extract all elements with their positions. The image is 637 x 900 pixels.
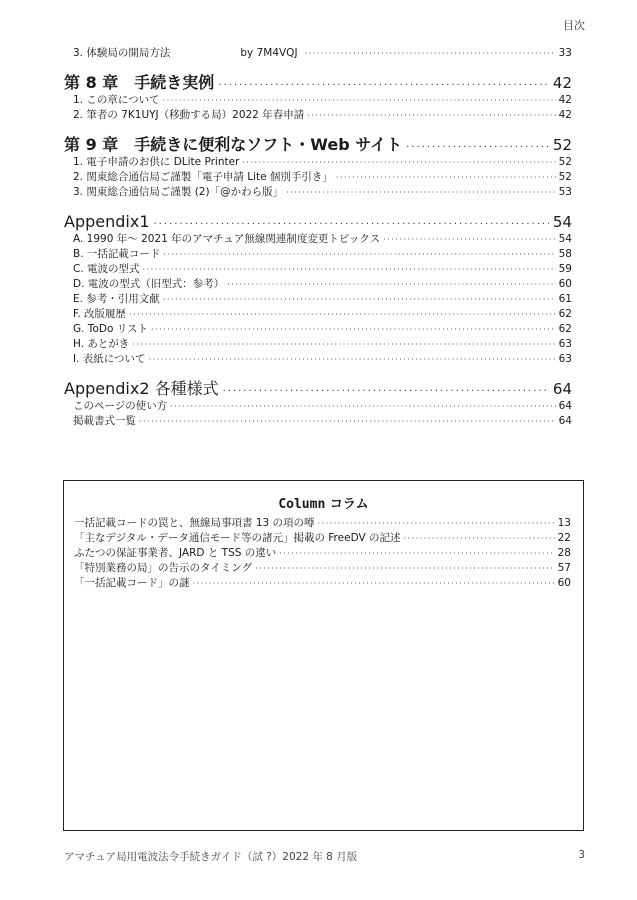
column-title-jp: コラム bbox=[329, 497, 369, 512]
toc-entry[interactable] bbox=[64, 414, 572, 429]
column-entry[interactable] bbox=[74, 531, 571, 546]
toc-entry-page: 58 bbox=[558, 248, 572, 260]
page-footer bbox=[64, 849, 585, 864]
toc-entry-label: 2. 筆者の 7K1UYJ（移動する局）2022 年春申請 bbox=[73, 109, 305, 121]
toc-entry-page: 54 bbox=[558, 233, 572, 245]
toc-entry-label: 1. 電子申請のお供に DLite Printer bbox=[73, 156, 240, 168]
column-title-latin: Column bbox=[278, 497, 326, 512]
dot-leader bbox=[143, 262, 556, 277]
toc-entry-label: I. 表紙について bbox=[73, 353, 146, 365]
dot-leader bbox=[242, 155, 555, 170]
toc-entry-page: 61 bbox=[558, 293, 572, 305]
chapter-title: Appendix2 各種様式 bbox=[64, 379, 219, 398]
toc-entry[interactable] bbox=[64, 170, 572, 185]
dot-leader bbox=[139, 414, 556, 429]
column-box-title bbox=[64, 493, 583, 512]
column-entry-label: 「特別業務の局」の告示のタイミング bbox=[74, 562, 253, 574]
dot-leader bbox=[129, 307, 556, 322]
dot-leader bbox=[193, 576, 555, 591]
toc-entry-label: このページの使い方 bbox=[73, 400, 168, 412]
toc-entry-author: by 7M4VQJ bbox=[240, 47, 298, 59]
column-entry-label: ふたつの保証事業者、JARD と TSS の違い bbox=[74, 547, 277, 559]
toc-entry-label: 3. 体験局の開局方法 bbox=[73, 47, 171, 59]
chapter-title: Appendix1 bbox=[64, 212, 150, 231]
toc-entry[interactable] bbox=[64, 232, 572, 247]
dot-leader bbox=[279, 546, 554, 561]
toc-entry[interactable] bbox=[64, 46, 572, 61]
column-entry[interactable] bbox=[74, 546, 571, 561]
toc-entry-page: 33 bbox=[558, 47, 572, 59]
chapter-heading-9[interactable] bbox=[64, 135, 572, 155]
dot-leader bbox=[132, 337, 555, 352]
toc-entry-label: 掲載書式一覧 bbox=[73, 415, 136, 427]
toc-entry-page: 62 bbox=[558, 308, 572, 320]
toc-entry-page: 63 bbox=[558, 353, 572, 365]
dot-leader bbox=[286, 185, 556, 200]
toc-entry-label: B. 一括記載コード bbox=[73, 248, 161, 260]
footer-title: アマチュア局用電波法令手続きガイド（試 ?）2022 年 8 月版 bbox=[64, 851, 358, 863]
chapter-page: 54 bbox=[552, 213, 572, 231]
column-box bbox=[63, 480, 584, 831]
toc-entry[interactable] bbox=[64, 108, 572, 123]
toc-entry-label: C. 電波の型式 bbox=[73, 263, 140, 275]
dot-leader bbox=[163, 292, 556, 307]
column-list bbox=[74, 516, 571, 591]
toc-entry[interactable] bbox=[64, 322, 572, 337]
page-number: 3 bbox=[578, 849, 585, 861]
dot-leader bbox=[383, 232, 555, 247]
column-entry-label: 「一括記載コード」の謎 bbox=[74, 577, 190, 589]
toc-entry-page: 63 bbox=[558, 338, 572, 350]
column-entry[interactable] bbox=[74, 516, 571, 531]
dot-leader bbox=[149, 352, 556, 367]
toc-entry[interactable] bbox=[64, 337, 572, 352]
toc-entry[interactable] bbox=[64, 155, 572, 170]
dot-leader bbox=[318, 516, 555, 531]
column-entry-page: 57 bbox=[557, 562, 571, 574]
table-of-contents bbox=[64, 46, 572, 429]
column-entry-page: 60 bbox=[557, 577, 571, 589]
dot-leader bbox=[305, 46, 556, 61]
toc-entry[interactable] bbox=[64, 399, 572, 414]
column-entry[interactable] bbox=[74, 561, 571, 576]
running-head: 目次 bbox=[563, 19, 585, 32]
toc-entry-page: 59 bbox=[558, 263, 572, 275]
toc-entry-page: 53 bbox=[558, 186, 572, 198]
column-entry-page: 13 bbox=[557, 517, 571, 529]
toc-entry-page: 52 bbox=[558, 171, 572, 183]
dot-leader bbox=[255, 561, 555, 576]
column-entry-label: 一括記載コードの罠と、無線局事項書 13 の項の噂 bbox=[74, 517, 315, 529]
toc-entry-label: E. 参考・引用文献 bbox=[73, 293, 160, 305]
toc-entry-label: G. ToDo リスト bbox=[73, 323, 149, 335]
toc-entry-label: D. 電波の型式（旧型式：参考） bbox=[73, 278, 225, 290]
toc-entry[interactable] bbox=[64, 262, 572, 277]
toc-entry[interactable] bbox=[64, 307, 572, 322]
dot-leader bbox=[307, 108, 555, 123]
dot-leader bbox=[163, 93, 556, 108]
chapter-title: 第 8 章 手続き実例 bbox=[64, 73, 215, 92]
dot-leader bbox=[227, 277, 555, 292]
toc-entry-page: 52 bbox=[558, 156, 572, 168]
toc-entry-label: A. 1990 年～ 2021 年のアマチュア無線関連制度変更トピックス bbox=[73, 233, 381, 245]
toc-entry-page: 60 bbox=[558, 278, 572, 290]
appendix1-heading[interactable] bbox=[64, 212, 572, 232]
toc-entry[interactable] bbox=[64, 277, 572, 292]
toc-entry-label: F. 改版履歴 bbox=[73, 308, 127, 320]
toc-entry[interactable] bbox=[64, 93, 572, 108]
toc-entry[interactable] bbox=[64, 292, 572, 307]
chapter-page: 42 bbox=[552, 74, 572, 92]
column-entry-label: 「主なデジタル・データ通信モード等の諸元」掲載の FreeDV の記述 bbox=[74, 532, 401, 544]
appendix2-heading[interactable] bbox=[64, 379, 572, 399]
dot-leader bbox=[151, 322, 556, 337]
toc-entry-label: 3. 関東総合通信局ご謹製 (2)「@かわら版」 bbox=[73, 186, 284, 198]
toc-entry-page: 64 bbox=[558, 400, 572, 412]
chapter-title: 第 9 章 手続きに便利なソフト・Web サイト bbox=[64, 135, 403, 154]
column-entry-page: 28 bbox=[557, 547, 571, 559]
toc-entry-label: 2. 関東総合通信局ご謹製「電子申請 Lite 個別手引き」 bbox=[73, 171, 333, 183]
dot-leader bbox=[336, 170, 556, 185]
toc-entry-page: 42 bbox=[558, 94, 572, 106]
toc-entry-label: H. あとがき bbox=[73, 338, 130, 350]
dot-leader bbox=[163, 247, 555, 262]
column-entry[interactable] bbox=[74, 576, 571, 591]
toc-entry-label: 1. この章について bbox=[73, 94, 160, 106]
chapter-heading-8[interactable] bbox=[64, 73, 572, 93]
dot-leader bbox=[404, 531, 555, 546]
toc-entry[interactable] bbox=[64, 185, 572, 200]
toc-entry[interactable] bbox=[64, 352, 572, 367]
toc-entry-page: 64 bbox=[558, 415, 572, 427]
toc-entry-page: 42 bbox=[558, 109, 572, 121]
dot-leader bbox=[170, 399, 555, 414]
toc-entry[interactable] bbox=[64, 247, 572, 262]
chapter-page: 52 bbox=[552, 136, 572, 154]
chapter-page: 64 bbox=[552, 380, 572, 398]
column-entry-page: 22 bbox=[557, 532, 571, 544]
toc-entry-page: 62 bbox=[558, 323, 572, 335]
